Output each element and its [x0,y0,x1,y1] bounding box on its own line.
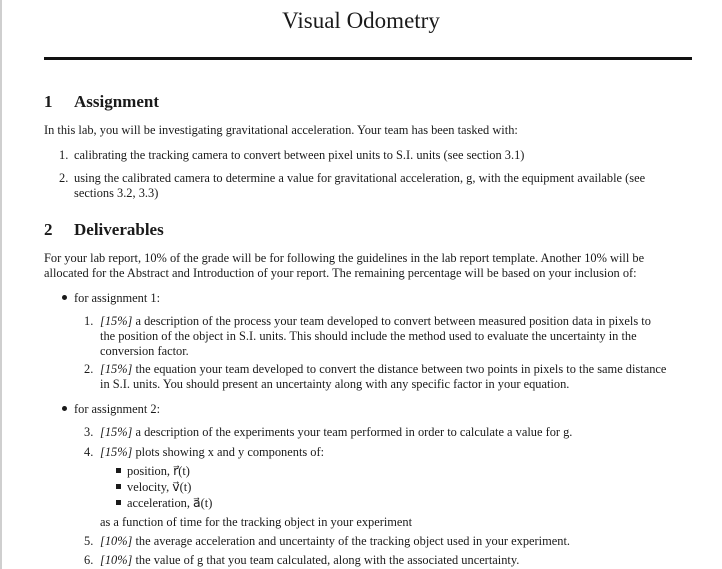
list-marker: 5. [84,534,94,548]
deliverable-item-1-line2: the position of the object in S.I. units. This should include the method used to evaluate the uncertainty in the [100,329,637,343]
deliverable-item-1-line1 [100,314,692,329]
list-marker: 4. [84,445,94,459]
list-marker: 2. [59,171,69,185]
sub-item-acceleration [116,496,212,511]
section-number: 2 [44,220,53,239]
sub-item-text: velocity, v⃗(t) [127,480,192,494]
bullet-icon [62,402,67,417]
item-text: a description of the process your team developed to convert between measured position data in pixels to [135,314,651,328]
item-text: a description of the experiments your team performed in order to calculate a value for g. [135,425,573,439]
list-marker: 6. [84,553,94,567]
assignment-1-label: for assignment 1: [74,291,161,305]
assignment-item-1: calibrating the tracking camera to convert between pixel units to S.I. units (see section 3.1) [74,148,525,162]
square-bullet-icon [116,484,121,489]
bullet-icon [62,291,67,306]
item-text: the equation your team developed to convert the distance between two points in pixels to the same distance [135,362,667,376]
section-heading-assignment [44,92,159,112]
item-text: the value of g that you team calculated, along with the associated uncertainty. [135,553,520,567]
percent-tag: [15%] [100,425,133,439]
assignment-intro: In this lab, you will be investigating gravitational acceleration. Your team has been tasked with: [44,123,518,137]
title-rule [44,57,692,60]
deliverable-item-2-line2: in S.I. units. You should present an uncertainty along with any specific factor in your equation. [100,377,570,391]
sub-item-velocity [116,480,191,495]
section-title: Assignment [74,92,160,111]
percent-tag: [10%] [100,553,133,567]
deliverable-item-3 [100,425,572,440]
item-text: plots showing x and y components of: [135,445,325,459]
sub-item-position [116,464,190,479]
section-heading-deliverables [44,220,164,240]
list-marker: 1. [59,148,69,162]
percent-tag: [15%] [100,314,133,328]
percent-tag: [15%] [100,362,133,376]
deliverable-item-2-line1 [100,362,692,377]
percent-tag: [10%] [100,534,133,548]
section-number: 1 [44,92,53,111]
square-bullet-icon [116,468,121,473]
deliverable-item-1-line3: conversion factor. [100,344,189,358]
square-bullet-icon [116,500,121,505]
sub-item-text: position, r⃗(t) [127,464,190,478]
deliverable-item-4 [100,445,324,460]
deliverable-item-5 [100,534,570,549]
assignment-item-2-line1: using the calibrated camera to determine a value for gravitational acceleration, g, with the equipment available (see [74,171,646,185]
deliverables-intro-line1: For your lab report, 10% of the grade will be for following the guidelines in the lab report template. Another 10% will be [44,251,645,265]
list-marker: 2. [84,362,94,376]
deliverable-item-6 [100,553,519,568]
page-title: Visual Odometry [282,8,440,33]
sub-item-text: acceleration, a⃗(t) [127,496,213,510]
deliverable-item-4-continuation: as a function of time for the tracking object in your experiment [100,515,413,529]
section-title: Deliverables [74,220,164,239]
list-marker: 3. [84,425,94,439]
list-marker: 1. [84,314,94,328]
assignment-item-2-line2: sections 3.2, 3.3) [74,186,159,200]
deliverables-intro-line2: allocated for the Abstract and Introduction of your report. The remaining percentage will be based on your inclusion of: [44,266,637,280]
assignment-2-label: for assignment 2: [74,402,161,416]
percent-tag: [15%] [100,445,133,459]
item-text: the average acceleration and uncertainty of the tracking object used in your experiment. [135,534,570,548]
